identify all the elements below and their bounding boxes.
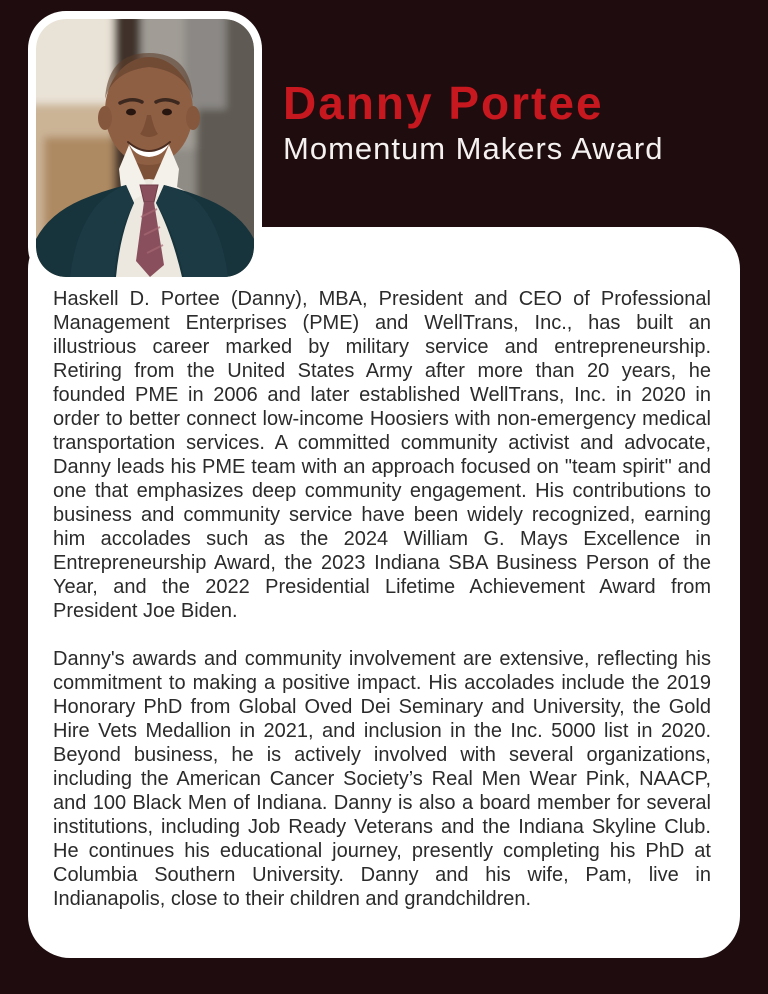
portrait-illustration [36,19,254,277]
bio-text [53,287,711,911]
bio-paragraph-2: Danny's awards and community involvement are extensive, reflecting his commitment to making a positive impact. His accolades include the 2019 Honorary PhD from Global Oved Dei Seminary and University, the Gold Hire Vets Medallion in 2021, and inclusion in the Inc. 5000 list in 2020. Beyond business, he is actively involved with several organizations, including the American Cancer Society’s Real Men Wear Pink, NAACP, and 100 Black Men of Indiana. Danny is also a board member for several institutions, including Job Ready Veterans and the Indiana Skyline Club. He continues his educational journey, presently completing his PhD at Columbia Southern University. Danny and his wife, Pam, live in Indianapolis, close to their children and grandchildren. [53,648,711,910]
bio-paragraph-1: Haskell D. Portee (Danny), MBA, President and CEO of Professional Management Enterprises (PME) and WellTrans, Inc., has built an illustrious career marked by military service and entrepreneurship. Retiring from the United States Army after more than 20 years, he founded PME in 2006 and later established WellTrans, Inc. in 2020 in order to better connect low-income Hoosiers with non-emergency medical transportation services. A committed community activist and advocate, Danny leads his PME team with an approach focused on "team spirit" and one that emphasizes deep community engagement. His contributions to business and community service have been widely recognized, earning him accolades such as the 2024 William G. Mays Excellence in Entrepreneurship Award, the 2023 Indiana SBA Business Person of the Year, and the 2022 Presidential Lifetime Achievement Award from President Joe Biden. [53,288,711,622]
person-name: Danny Portee [283,77,604,129]
award-title: Momentum Makers Award [283,131,664,166]
header-block [283,78,664,166]
portrait-photo [28,11,262,285]
